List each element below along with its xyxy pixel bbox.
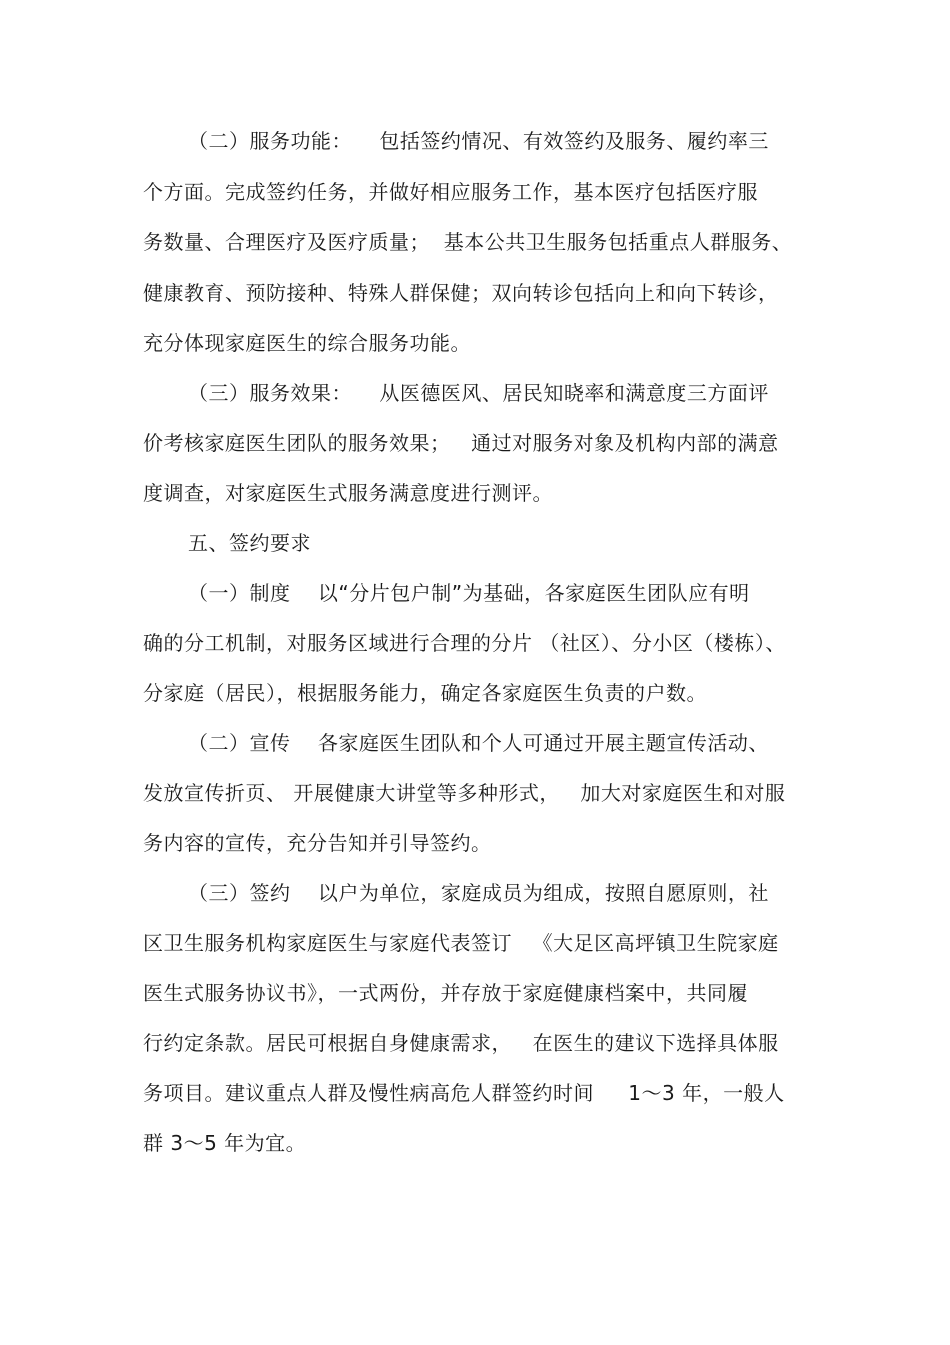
text-line: （一）制度 以“分片包户制”为基础，各家庭医生团队应有明 (188, 581, 750, 605)
text-line: （二）宣传 各家庭医生团队和个人可通过开展主题宣传活动、 (188, 731, 769, 755)
text-line: 务数量、合理医疗及医疗质量； 基本公共卫生服务包括重点人群服务、 (143, 230, 793, 254)
text-line: 价考核家庭医生团队的服务效果； 通过对服务对象及机构内部的满意 (143, 431, 779, 455)
text-line: 群 3～5 年为宜。 (143, 1131, 307, 1155)
text-line: 行约定条款。居民可根据自身健康需求， 在医生的建议下选择具体服 (143, 1031, 779, 1055)
text-line: 充分体现家庭医生的综合服务功能。 (143, 331, 471, 355)
text-line: 务项目。建议重点人群及慢性病高危人群签约时间 1～3 年，一般人 (143, 1081, 785, 1105)
text-line: 务内容的宣传，充分告知并引导签约。 (143, 831, 492, 855)
text-line: （三）服务效果： 从医德医风、居民知晓率和满意度三方面评 (188, 381, 769, 405)
text-line: 发放宣传折页、 开展健康大讲堂等多种形式， 加大对家庭医生和对服 (143, 781, 786, 805)
text-line: 个方面。完成签约任务，并做好相应服务工作，基本医疗包括医疗服 (143, 180, 758, 204)
text-line: （二）服务功能： 包括签约情况、有效签约及服务、履约率三 (188, 129, 769, 153)
text-line: 分家庭（居民），根据服务能力，确定各家庭医生负责的户数。 (143, 681, 707, 705)
text-line: 度调查，对家庭医生式服务满意度进行测评。 (143, 481, 553, 505)
text-line: 医生式服务协议书》，一式两份，并存放于家庭健康档案中，共同履 (143, 981, 748, 1005)
text-line: 健康教育、预防接种、特殊人群保健；双向转诊包括向上和向下转诊， (143, 281, 779, 305)
text-line: 区卫生服务机构家庭医生与家庭代表签订 《大足区高坪镇卫生院家庭 (143, 931, 779, 955)
text-line: （三）签约 以户为单位，家庭成员为组成，按照自愿原则，社 (188, 881, 769, 905)
text-line: 确的分工机制，对服务区域进行合理的分片 （社区）、分小区（楼栋）、 (143, 631, 786, 655)
section-heading: 五、签约要求 (188, 531, 311, 555)
